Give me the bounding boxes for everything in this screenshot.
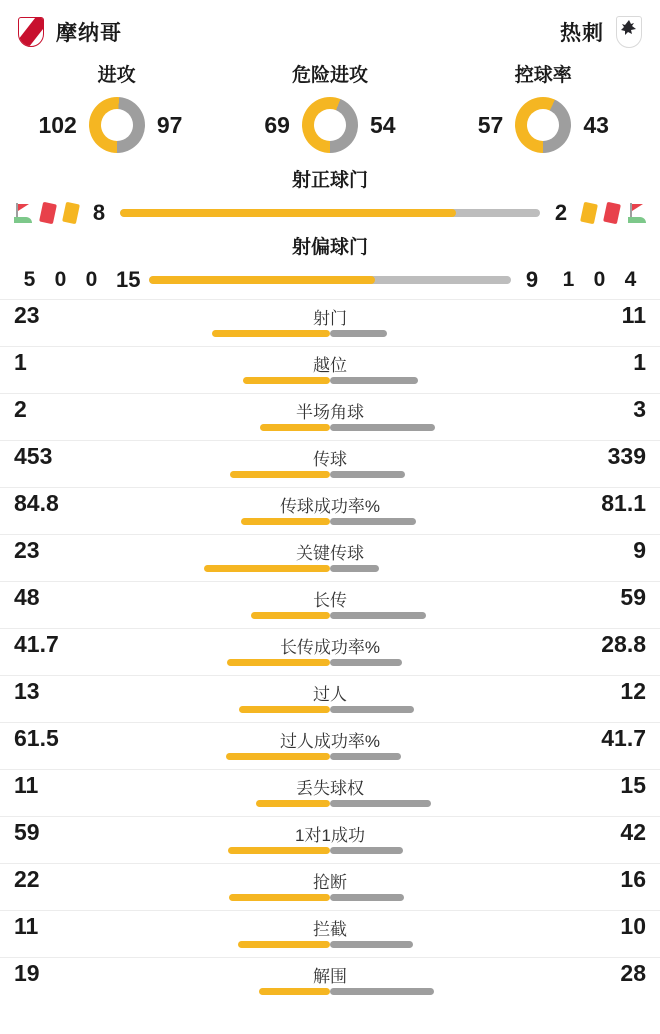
stat-home-bar xyxy=(256,800,330,807)
red-card-icon xyxy=(39,202,57,224)
stat-home-value: 19 xyxy=(14,960,40,986)
stat-away-bar xyxy=(330,565,379,572)
stat-bars xyxy=(0,988,660,995)
stat-row xyxy=(0,769,660,816)
stat-away-bar xyxy=(330,706,414,713)
shots-on-target-bar-fill xyxy=(120,209,456,217)
stat-away-value: 339 xyxy=(607,443,646,469)
stat-home-value: 13 xyxy=(14,678,40,704)
stat-label: 过人 xyxy=(313,685,347,704)
yellow-card-icon xyxy=(62,202,80,224)
donut-home-value: 102 xyxy=(38,111,77,138)
stat-home-value: 2 xyxy=(14,396,27,422)
donut-chart xyxy=(515,97,571,153)
stat-row xyxy=(0,863,660,910)
shots-off-target-home: 15 xyxy=(116,267,141,292)
stat-away-value: 28 xyxy=(620,960,646,986)
stat-home-bar xyxy=(228,847,330,854)
donut-block xyxy=(17,60,217,153)
stat-away-value: 41.7 xyxy=(601,725,646,751)
corner-flag-icon xyxy=(628,203,646,223)
shots-on-target-block xyxy=(0,163,660,230)
stat-home-bar xyxy=(229,894,330,901)
donut-block xyxy=(230,60,430,153)
corner-flag-icon xyxy=(14,203,32,223)
stat-row xyxy=(0,346,660,393)
stat-away-bar xyxy=(330,659,402,666)
shots-off-target-away: 9 xyxy=(525,267,539,292)
stat-row xyxy=(0,487,660,534)
stat-away-value: 3 xyxy=(633,396,646,422)
stat-home-value: 84.8 xyxy=(14,490,59,516)
donut-chart xyxy=(89,97,145,153)
stat-away-bar xyxy=(330,988,434,995)
stat-row xyxy=(0,440,660,487)
stat-bars xyxy=(0,377,660,384)
stat-home-value: 48 xyxy=(14,584,40,610)
donut-away-value: 43 xyxy=(583,111,609,138)
stat-home-bar xyxy=(260,424,330,431)
stat-label: 长传成功率% xyxy=(279,638,381,657)
stat-bars xyxy=(0,518,660,525)
away-corners-value: 4 xyxy=(624,268,637,291)
donut-title: 进攻 xyxy=(97,65,136,86)
donut-chart xyxy=(302,97,358,153)
stat-home-bar xyxy=(239,706,330,713)
stat-away-bar xyxy=(330,800,431,807)
stat-away-value: 11 xyxy=(621,302,646,328)
stat-label: 射门 xyxy=(313,309,347,328)
shots-off-target-bar-fill xyxy=(149,276,375,284)
stat-row xyxy=(0,581,660,628)
stat-bars xyxy=(0,659,660,666)
stat-bars xyxy=(0,330,660,337)
stat-bars xyxy=(0,800,660,807)
cockerel-icon xyxy=(616,16,642,48)
donut-title: 控球率 xyxy=(514,65,572,86)
stat-home-value: 11 xyxy=(14,772,39,798)
stat-bars xyxy=(0,565,660,572)
stat-label: 1对1成功 xyxy=(295,826,365,845)
stat-row xyxy=(0,393,660,440)
shots-off-target-title: 射偏球门 xyxy=(291,237,368,258)
stat-home-value: 22 xyxy=(14,866,40,892)
stat-away-value: 9 xyxy=(633,537,646,563)
stat-away-value: 15 xyxy=(620,772,646,798)
stat-row xyxy=(0,957,660,1004)
stat-home-bar xyxy=(226,753,330,760)
donut-home-value: 69 xyxy=(264,111,290,138)
donut-section xyxy=(0,56,660,163)
home-discipline-icons xyxy=(14,203,78,223)
away-yellow-cards-value: 1 xyxy=(562,268,575,291)
stat-label: 拦截 xyxy=(313,920,347,939)
away-discipline-icons xyxy=(582,203,646,223)
donut-away-value: 54 xyxy=(369,111,396,138)
stat-home-value: 11 xyxy=(14,913,39,939)
stat-home-value: 61.5 xyxy=(14,725,59,751)
stat-row xyxy=(0,628,660,675)
stat-home-bar xyxy=(238,941,330,948)
stat-row xyxy=(0,299,660,346)
shots-on-target-title: 射正球门 xyxy=(291,170,368,191)
stat-away-bar xyxy=(330,847,403,854)
stat-home-bar xyxy=(227,659,330,666)
stat-bars xyxy=(0,941,660,948)
stat-away-bar xyxy=(330,518,416,525)
stat-home-value: 453 xyxy=(14,443,53,469)
tottenham-crest-icon xyxy=(616,16,642,48)
monaco-crest-icon xyxy=(18,17,44,47)
stat-away-value: 28.8 xyxy=(601,631,646,657)
stat-home-bar xyxy=(251,612,330,619)
stat-away-bar xyxy=(330,424,435,431)
shots-on-target-bar xyxy=(120,209,540,217)
stat-bars xyxy=(0,424,660,431)
stat-away-value: 10 xyxy=(620,913,646,939)
home-team-name: 摩纳哥 xyxy=(56,22,122,45)
stat-home-value: 41.7 xyxy=(14,631,59,657)
away-red-cards-value: 0 xyxy=(593,268,606,291)
stat-row xyxy=(0,910,660,957)
shots-off-target-block xyxy=(0,230,660,297)
stat-away-bar xyxy=(330,894,404,901)
shots-on-target-away: 2 xyxy=(554,200,568,225)
donut-away-value: 97 xyxy=(156,111,183,138)
shots-on-target-home: 8 xyxy=(92,200,106,225)
home-team xyxy=(18,17,122,47)
stat-label: 半场角球 xyxy=(296,403,364,422)
away-team xyxy=(560,16,642,48)
stat-home-bar xyxy=(243,377,331,384)
stat-home-bar xyxy=(259,988,330,995)
home-corners-value: 5 xyxy=(23,268,36,291)
yellow-card-icon xyxy=(580,202,598,224)
stat-label: 长传 xyxy=(313,591,347,610)
stat-bars xyxy=(0,847,660,854)
donut-home-value: 57 xyxy=(477,111,504,138)
stat-row xyxy=(0,722,660,769)
stat-label: 传球 xyxy=(313,450,347,469)
stat-label: 越位 xyxy=(313,356,347,375)
stat-row xyxy=(0,816,660,863)
stat-away-value: 12 xyxy=(620,678,646,704)
stat-away-bar xyxy=(330,471,405,478)
stat-home-bar xyxy=(241,518,330,525)
stat-away-bar xyxy=(330,753,401,760)
stat-away-bar xyxy=(330,330,387,337)
home-yellow-cards-value: 0 xyxy=(85,268,98,291)
stat-bars xyxy=(0,706,660,713)
stat-label: 过人成功率% xyxy=(279,732,381,751)
stat-label: 抢断 xyxy=(313,873,347,892)
stat-away-value: 81.1 xyxy=(601,490,646,516)
donut-title: 危险进攻 xyxy=(291,65,368,86)
home-discipline-values xyxy=(14,268,107,292)
stat-home-value: 1 xyxy=(14,349,27,375)
stat-away-bar xyxy=(330,612,426,619)
stat-home-bar xyxy=(230,471,330,478)
stat-label: 传球成功率% xyxy=(279,497,381,516)
stat-bars xyxy=(0,471,660,478)
match-header xyxy=(0,0,660,56)
stat-label: 解围 xyxy=(313,967,347,986)
stat-home-bar xyxy=(212,330,330,337)
stat-away-bar xyxy=(330,941,413,948)
stat-home-value: 23 xyxy=(14,537,40,563)
away-discipline-values xyxy=(553,268,646,292)
stat-row xyxy=(0,675,660,722)
red-card-icon xyxy=(603,202,621,224)
stat-away-bar xyxy=(330,377,418,384)
home-red-cards-value: 0 xyxy=(54,268,67,291)
stat-label: 关键传球 xyxy=(296,544,364,563)
stat-row xyxy=(0,534,660,581)
stat-bars xyxy=(0,612,660,619)
stat-label: 丢失球权 xyxy=(296,779,364,798)
stat-bars xyxy=(0,894,660,901)
stat-away-value: 16 xyxy=(620,866,646,892)
stat-away-value: 1 xyxy=(633,349,646,375)
away-team-name: 热刺 xyxy=(560,22,604,45)
donut-block xyxy=(443,60,643,153)
shots-off-target-bar xyxy=(149,276,511,284)
stat-home-value: 59 xyxy=(14,819,40,845)
stat-home-value: 23 xyxy=(14,302,40,328)
stat-home-bar xyxy=(204,565,330,572)
stat-away-value: 42 xyxy=(620,819,646,845)
stat-bars xyxy=(0,753,660,760)
stats-list xyxy=(0,299,660,1004)
stat-away-value: 59 xyxy=(620,584,646,610)
